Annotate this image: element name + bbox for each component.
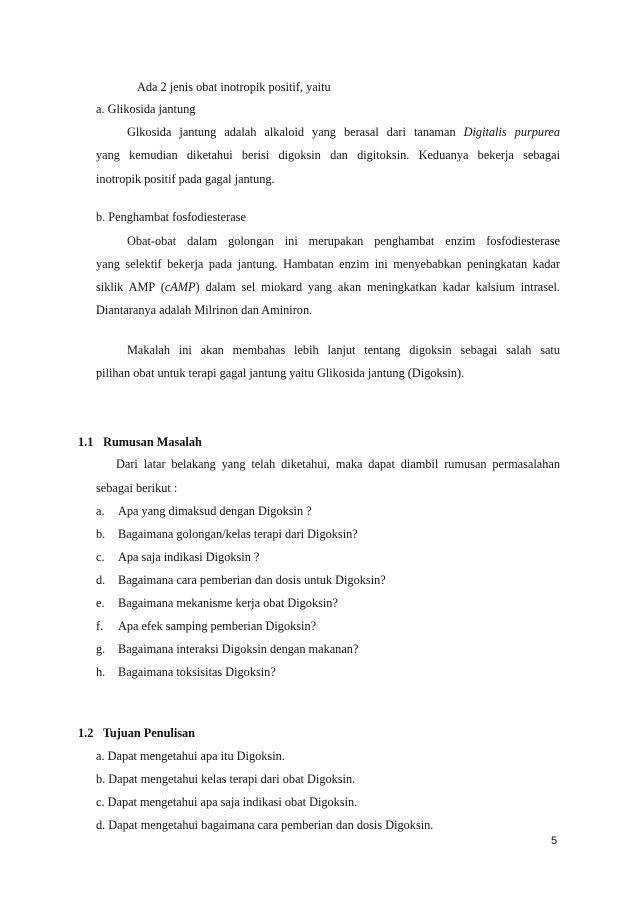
paragraph-line: [96, 279, 560, 295]
section-heading-1-2: [78, 725, 195, 741]
paragraph-line: Diantaranya adalah Milrinon dan Aminiron.: [96, 303, 313, 317]
list-item: c. Dapat mengetahui apa saja indikasi obat Digoksin.: [96, 795, 358, 809]
text-run: ) dalam sel miokard yang akan meningkatkan kadar kalsium intrasel.: [195, 280, 560, 294]
list-text: Bagaimana cara pemberian dan dosis untuk Digoksin?: [118, 573, 386, 587]
list-item: [96, 503, 312, 519]
text-run: siklik AMP (: [96, 280, 165, 294]
paragraph-line: Dari latar belakang yang telah diketahui, maka dapat diambil rumusan permasalahan: [116, 457, 560, 471]
section-title: Rumusan Masalah: [103, 435, 202, 449]
list-text: Apa efek samping pemberian Digoksin?: [118, 619, 317, 633]
list-item: d. Dapat mengetahui bagaimana cara pemberian dan dosis Digoksin.: [96, 818, 434, 832]
list-item: [96, 664, 276, 680]
paragraph-line: Makalah ini akan membahas lebih lanjut tentang digoksin sebagai salah satu: [127, 343, 560, 357]
list-text: Bagaimana interaksi Digoksin dengan makanan?: [118, 642, 359, 656]
list-item: [96, 595, 338, 611]
list-item: [96, 641, 358, 657]
paragraph-line: Obat-obat dalam golongan ini merupakan penghambat enzim fosfodiesterase: [127, 234, 560, 248]
section-title: Tujuan Penulisan: [102, 726, 196, 740]
list-letter: g.: [96, 642, 106, 656]
list-text: Bagaimana golongan/kelas terapi dari Digoksin?: [118, 527, 358, 541]
list-letter: d.: [96, 573, 106, 587]
paragraph-line: pilihan obat untuk terapi gagal jantung yaitu Glikosida jantung (Digoksin).: [96, 366, 465, 380]
paragraph-line: [127, 124, 560, 140]
paragraph-line: yang selektif bekerja pada jantung. Hambatan enzim ini menyebabkan peningkatan kadar: [96, 257, 560, 271]
page-number: 5: [551, 835, 558, 847]
section-number: 1.2: [78, 726, 94, 740]
list-item: a. Dapat mengetahui apa itu Digoksin.: [96, 749, 285, 763]
list-item: b. Dapat mengetahui kelas terapi dari obat Digoksin.: [96, 772, 356, 786]
list-letter: b.: [96, 527, 106, 541]
list-letter: a.: [96, 504, 105, 518]
intro-line: Ada 2 jenis obat inotropik positif, yaitu: [137, 80, 331, 94]
list-text: Apa saja indikasi Digoksin ?: [118, 550, 260, 564]
list-letter: c.: [96, 550, 105, 564]
list-item: [96, 618, 316, 634]
section-number: 1.1: [78, 435, 94, 449]
list-item: [96, 549, 259, 565]
list-text: Apa yang dimaksud dengan Digoksin ?: [118, 504, 312, 518]
italic-term: Digitalis purpurea: [463, 125, 561, 139]
list-item: [96, 526, 358, 542]
text-run: Glkosida jantung adalah alkaloid yang berasal dari tanaman: [127, 125, 464, 139]
paragraph-line: inotropik positif pada gagal jantung.: [96, 172, 275, 186]
list-item: [96, 572, 386, 588]
list-text: Bagaimana mekanisme kerja obat Digoksin?: [118, 596, 338, 610]
subheading-glikosida: a. Glikosida jantung: [96, 102, 196, 116]
paragraph-line: sebagai berikut :: [96, 481, 178, 495]
list-letter: h.: [96, 665, 106, 679]
list-letter: e.: [96, 596, 105, 610]
paragraph-line: yang kemudian diketahui berisi digoksin dan digitoksin. Keduanya bekerja sebagai: [96, 148, 560, 162]
list-letter: f.: [96, 619, 104, 633]
italic-term: cAMP: [164, 280, 196, 294]
list-text: Bagaimana toksisitas Digoksin?: [118, 665, 276, 679]
subheading-fosfodiesterase: b. Penghambat fosfodiesterase: [96, 210, 246, 224]
section-heading-1-1: [78, 434, 202, 450]
